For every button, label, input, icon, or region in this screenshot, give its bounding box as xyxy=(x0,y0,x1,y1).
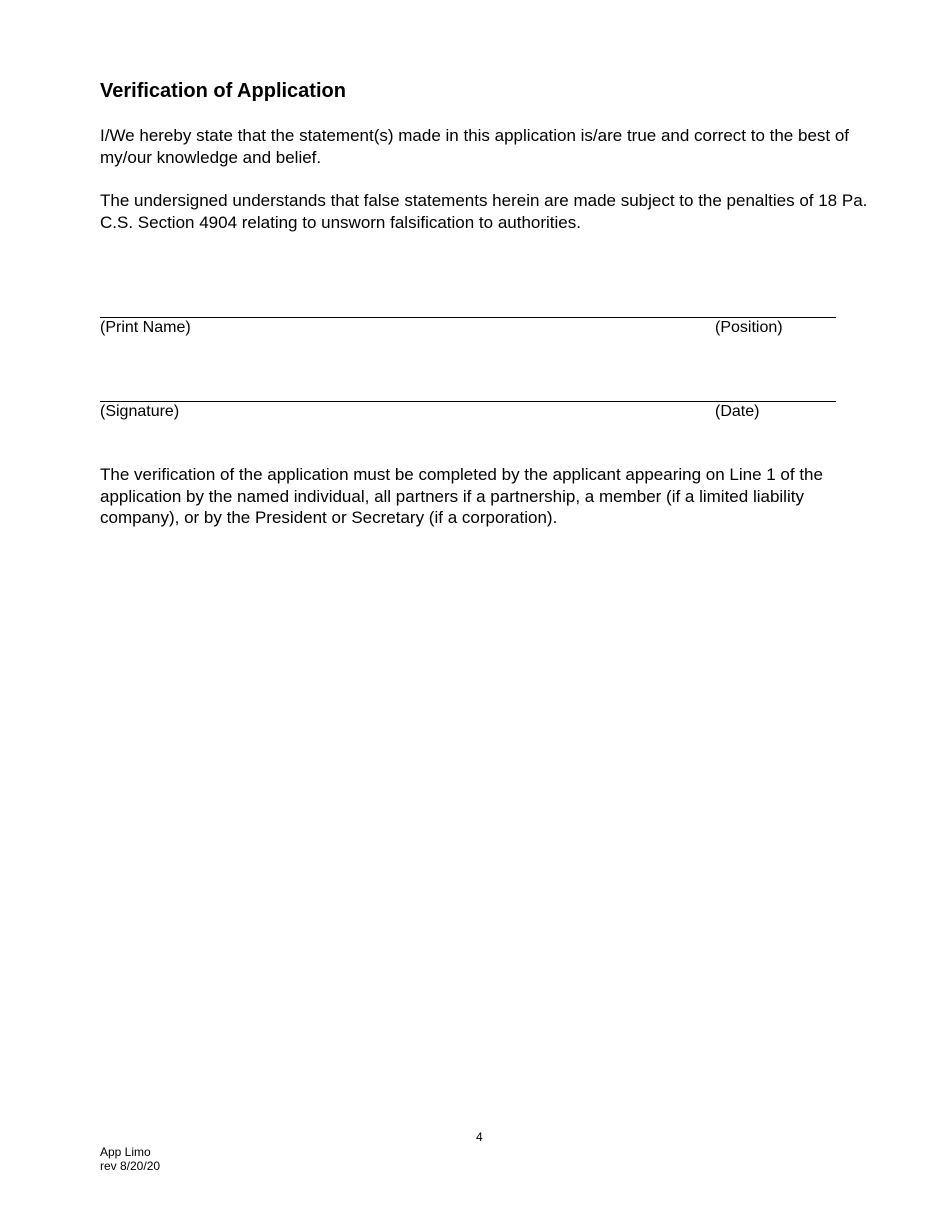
date-label: (Date) xyxy=(715,403,760,420)
statement-paragraph: I/We hereby state that the statement(s) made in this application is/are true and correct to the best of my/our knowledge and belief. xyxy=(100,126,850,167)
instructions-paragraph: The verification of the application must be completed by the applicant appearing on Line 1 of the application by the named individual, all partners if a partnership, a member (if a limited liability company), or by the President or Secretary (if a corporation). xyxy=(100,465,823,527)
revision-date: rev 8/20/20 xyxy=(100,1159,161,1173)
form-name: App Limo xyxy=(100,1145,151,1159)
form-footer xyxy=(100,1145,160,1173)
page-title: Verification of Application xyxy=(100,80,346,102)
penalty-paragraph: The undersigned understands that false statements herein are made subject to the penalties of 18 Pa. C.S. Section 4904 relating to unsworn falsification to authorities. xyxy=(100,191,868,232)
position-label: (Position) xyxy=(715,319,783,336)
print-name-label: (Print Name) xyxy=(100,319,191,336)
signature-label: (Signature) xyxy=(100,403,180,420)
page-number: 4 xyxy=(476,1130,483,1144)
